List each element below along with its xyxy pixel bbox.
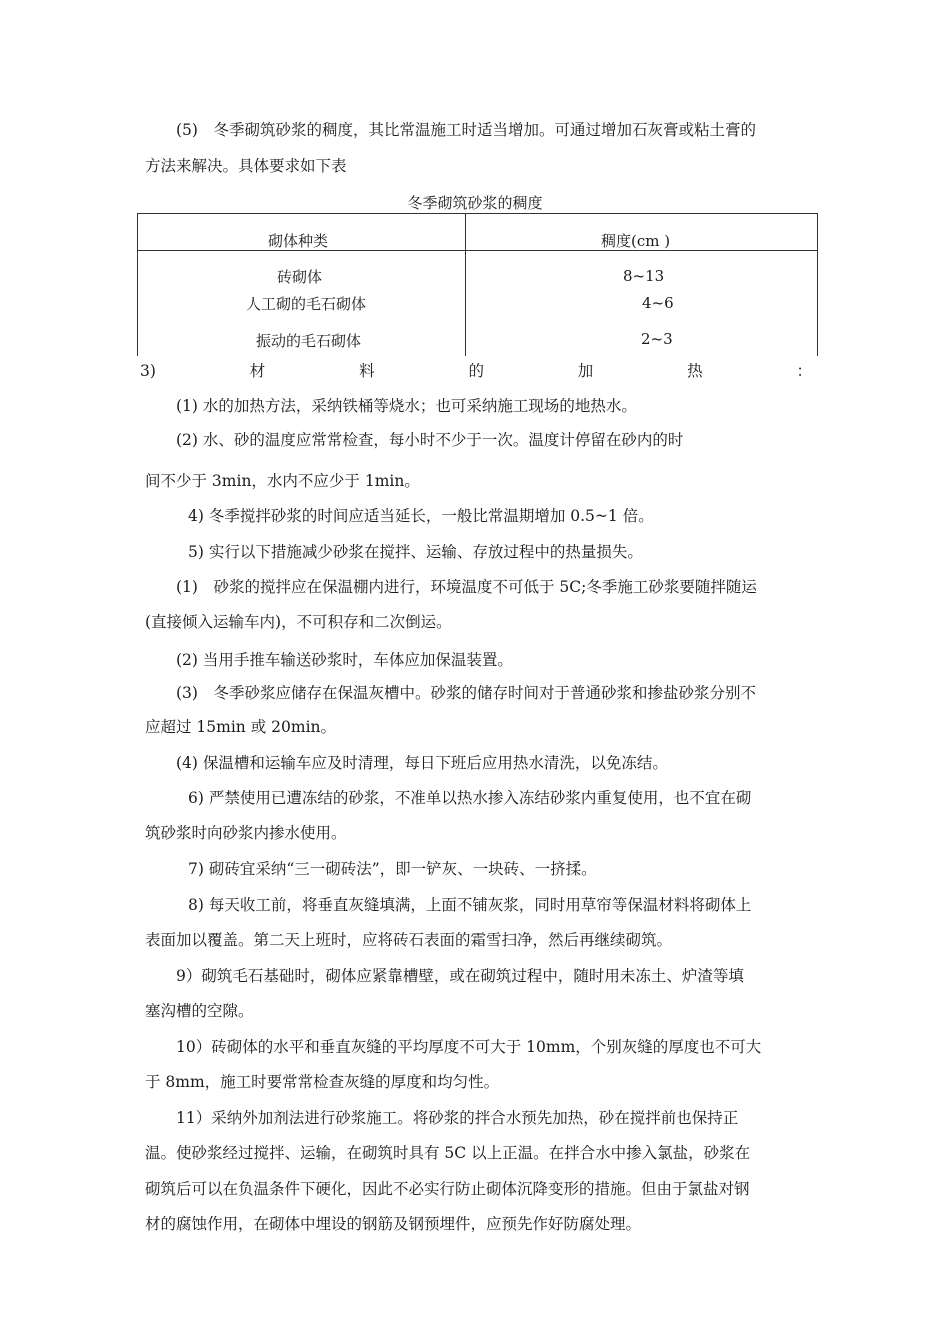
table-cell-type: 砖砌体 — [277, 268, 323, 286]
paragraph-line: 7) 砌砖宜采纳“三一砌砖法”，即一铲灰、一块砖、一挤揉。 — [188, 860, 597, 878]
paragraph-line: 11）采纳外加剂法进行砂浆施工。将砂浆的拌合水预先加热，砂在搅拌前也保持正 — [176, 1109, 739, 1127]
paragraph-line: 表面加以覆盖。第二天上班时，应将砖石表面的霜雪扫净，然后再继续砌筑。 — [145, 931, 673, 949]
table-left-border — [137, 213, 138, 356]
table-caption: 冬季砌筑砂浆的稠度 — [407, 194, 543, 212]
paragraph-line: 5) 实行以下措施减少砂浆在搅拌、运输、存放过程中的热量损失。 — [188, 543, 643, 561]
table-cell-value: 4~6 — [642, 294, 674, 312]
paragraph-line: (直接倾入运输车内)，不可积存和二次倒运。 — [145, 613, 452, 631]
paragraph-line: 间不少于 3min，水内不应少于 1min。 — [145, 472, 420, 490]
paragraph-line: 8) 每天收工前，将垂直灰缝填满，上面不铺灰浆，同时用草帘等保温材料将砌体上 — [188, 896, 752, 914]
paragraph-line: (2) 当用手推车输送砂浆时，车体应加保温装置。 — [176, 651, 513, 669]
table-cell-type: 振动的毛石砌体 — [256, 332, 362, 350]
paragraph-line: 于 8mm，施工时要常常检查灰缝的厚度和均匀性。 — [145, 1073, 500, 1091]
table-header-border — [137, 250, 817, 251]
table-header-consistency: 稠度(cm ) — [601, 232, 671, 250]
heading-char: 3) — [140, 362, 156, 380]
table-cell-type: 人工砌的毛石砌体 — [246, 295, 367, 313]
paragraph-line: 温。使砂浆经过搅拌、运输，在砌筑时具有 5C 以上正温。在拌合水中掺入氯盐，砂浆在 — [145, 1144, 751, 1162]
paragraph-line: 材的腐蚀作用，在砌体中埋设的钢筋及钢预埋件，应预先作好防腐处理。 — [145, 1215, 642, 1233]
paragraph-line: 塞沟槽的空隙。 — [145, 1002, 254, 1020]
paragraph-line: 筑砂浆时向砂浆内掺水使用。 — [145, 824, 347, 842]
table-column-divider — [465, 213, 466, 356]
paragraph-line: (2) 水、砂的温度应常常检查，每小时不少于一次。温度计停留在砂内的时 — [176, 431, 684, 449]
paragraph-line: (4) 保温槽和运输车应及时清理，每日下班后应用热水清洗，以免冻结。 — [176, 754, 668, 772]
heading-char: 料 — [359, 362, 375, 380]
paragraph-line: 方法来解决。具体要求如下表 — [145, 157, 347, 175]
table-cell-value: 8~13 — [623, 267, 665, 285]
paragraph-line: 应超过 15min 或 20min。 — [145, 718, 337, 736]
table-top-border — [137, 213, 817, 214]
table-cell-value: 2~3 — [641, 330, 673, 348]
paragraph-line: 9）砌筑毛石基础时，砌体应紧靠槽壁，或在砌筑过程中，随时用未冻土、炉渣等填 — [176, 967, 744, 985]
paragraph-line: (5) 冬季砌筑砂浆的稠度，其比常温施工时适当增加。可通过增加石灰膏或粘土膏的 — [176, 121, 756, 139]
paragraph-line: 10）砖砌体的水平和垂直灰缝的平均厚度不可大于 10mm，个别灰缝的厚度也不可大 — [176, 1038, 762, 1056]
table-header-type: 砌体种类 — [268, 232, 329, 250]
paragraph-line: 6) 严禁使用已遭冻结的砂浆，不准单以热水掺入冻结砂浆内重复使用，也不宜在砌 — [188, 789, 752, 807]
paragraph-line: (1) 砂浆的搅拌应在保温棚内进行，环境温度不可低于 5C;冬季施工砂浆要随拌随运 — [176, 578, 757, 596]
heading-char: 加 — [577, 362, 594, 380]
heading-char: 的 — [468, 362, 484, 380]
heading-char: ： — [796, 362, 812, 380]
paragraph-line: (1) 水的加热方法，采纳铁桶等烧水；也可采纳施工现场的地热水。 — [176, 397, 637, 415]
heading-char: 材 — [249, 362, 266, 380]
heading-char: 热 — [687, 362, 703, 380]
paragraph-line: 4) 冬季搅拌砂浆的时间应适当延长，一般比常温期增加 0.5~1 倍。 — [188, 507, 654, 525]
section-heading-3 — [140, 361, 812, 381]
table-right-border — [817, 213, 818, 356]
paragraph-line: (3) 冬季砂浆应储存在保温灰槽中。砂浆的储存时间对于普通砂浆和掺盐砂浆分别不 — [176, 684, 756, 702]
paragraph-line: 砌筑后可以在负温条件下硬化，因此不必实行防止砌体沉降变形的措施。但由于氯盐对钢 — [145, 1180, 750, 1198]
